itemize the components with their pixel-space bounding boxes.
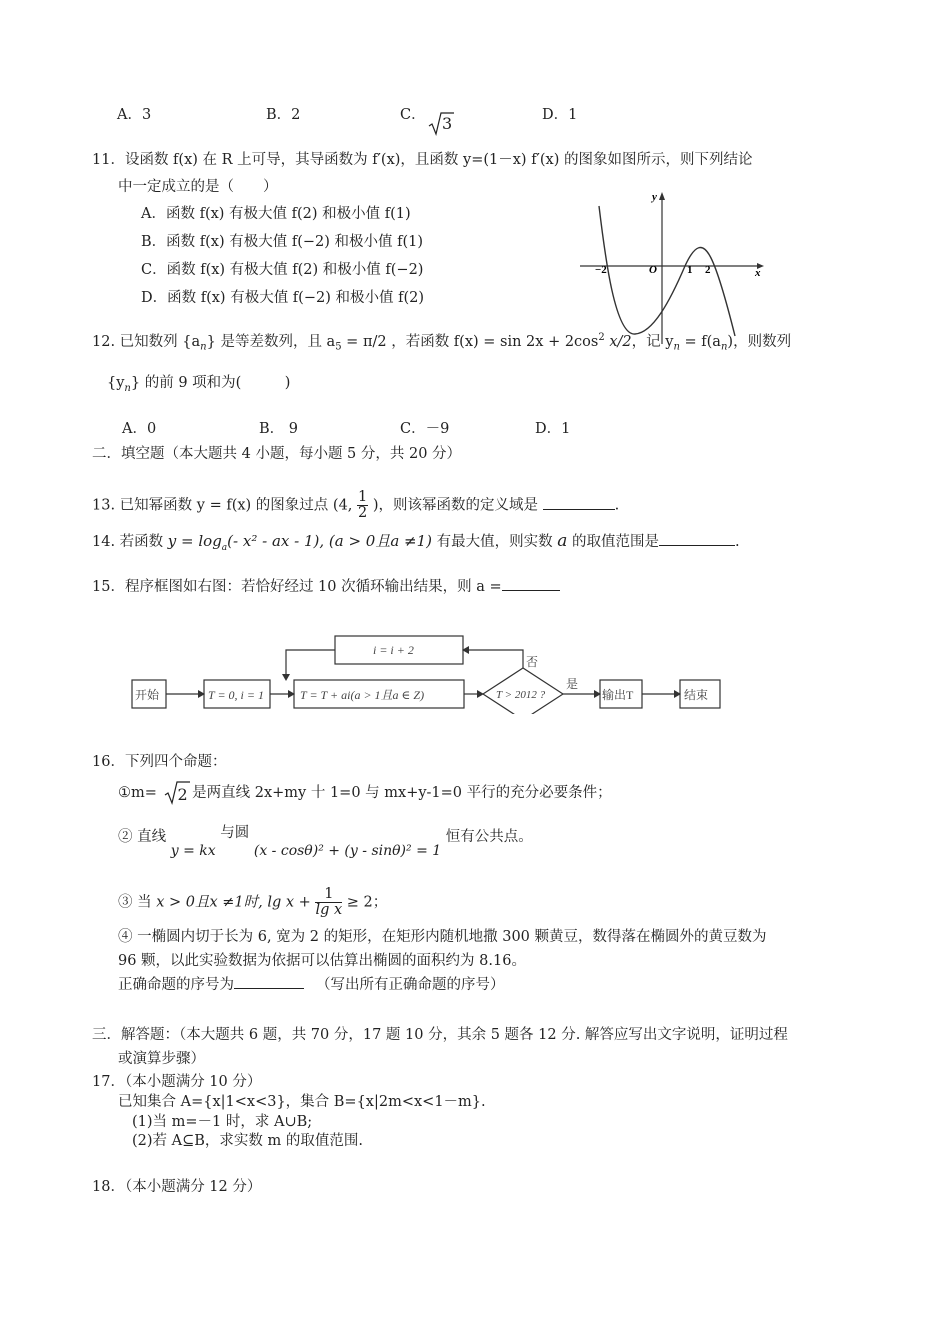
flow-start-label: 开始	[135, 688, 160, 702]
q10-option-d: D．1	[542, 107, 578, 123]
graph-x-label: x	[755, 267, 761, 279]
q10-option-c: C．	[400, 107, 426, 123]
q17-line1: 已知集合 A={x|1<x<3}，集合 B={x|2m<x<1－m}.	[118, 1094, 486, 1110]
flow-yes-label: 是	[566, 677, 579, 691]
graph-origin-label: O	[649, 264, 657, 276]
q16-proposition-2: ② 直线 y = kx 与圆 (x - cosθ)² + (y - sinθ)² = 1 恒有公共点。	[118, 825, 533, 859]
q11-option-c: C．函数 f(x) 有极大值 f(2) 和极小值 f(−2)	[141, 262, 424, 278]
q16-title: 16．下列四个命题：	[92, 754, 227, 770]
section2-heading: 二．填空题（本大题共 4 小题，每小题 5 分，共 20 分）	[92, 446, 462, 462]
graph-y-label: y	[652, 191, 657, 203]
q11-stem-line1: 11．设函数 f(x) 在 R 上可导，其导函数为 f′(x)，且函数 y=(1－x) f′(x) 的图象如图所示，则下列结论	[92, 152, 753, 168]
flow-condition-label: T > 2012 ?	[496, 689, 546, 701]
graph-tick-1: 1	[687, 264, 693, 276]
q16-proposition-4-line1: ④ 一椭圆内切于长为 6, 宽为 2 的矩形，在矩形内随机地撒 300 颗黄豆，数得落在椭圆外的黄豆数为	[118, 929, 767, 945]
flow-output-label: 输出T	[602, 688, 634, 702]
q16-sqrt2: 2	[162, 779, 188, 797]
q14-answer-blank[interactable]	[659, 545, 735, 546]
q12-option-c: C．－9	[400, 421, 450, 437]
flow-end-label: 结束	[684, 688, 709, 702]
flow-loop-label: i = i + 2	[373, 643, 414, 657]
q11-graph	[575, 186, 770, 346]
q12-option-b: B． 9	[259, 421, 298, 437]
q11-option-d: D．函数 f(x) 有极大值 f(−2) 和极小值 f(2)	[141, 290, 424, 306]
q16-answer: 正确命题的序号为 （写出所有正确命题的序号）	[118, 977, 505, 993]
q11-option-a: A．函数 f(x) 有极大值 f(2) 和极小值 f(1)	[141, 206, 411, 222]
q10-option-b: B．2	[266, 107, 301, 123]
graph-tick-2: 2	[705, 264, 711, 276]
q11-option-b: B．函数 f(x) 有极大值 f(−2) 和极小值 f(1)	[141, 234, 424, 250]
q17-line3: (2)若 A⊆B，求实数 m 的取值范围.	[132, 1133, 364, 1149]
q17-line2: (1)当 m=－1 时，求 A∪B;	[132, 1114, 313, 1130]
section3-heading-line1: 三．解答题：（本大题共 6 题，共 70 分，17 题 10 分，其余 5 题各 12 分. 解答应写出文字说明，证明过程	[92, 1027, 788, 1043]
q16-answer-blank[interactable]	[234, 988, 304, 989]
q17-title: 17．（本小题满分 10 分）	[92, 1074, 262, 1090]
q13: 13. 已知幂函数 y = f(x) 的图象过点 (4, $\frac{1}{2}$ )，则该幂函数的定义域是 .	[92, 489, 620, 522]
q15-stem: 15．程序框图如右图：若恰好经过 10 次循环输出结果，则 a =	[92, 578, 560, 596]
q16-fraction: $\frac{1}{\text{lg x}}$	[315, 886, 343, 919]
flow-init-label: T = 0, i = 1	[208, 688, 264, 702]
q12-option-a: A．0	[122, 421, 157, 437]
q13-fraction: $\frac{1}{2}$	[358, 489, 368, 522]
q15-flowchart	[128, 634, 728, 714]
q13-answer-blank[interactable]	[543, 509, 615, 510]
flow-update-label: T = T + ai(a > 1且a ∈ Z)	[300, 688, 425, 702]
graph-curve	[599, 206, 735, 336]
q10-sqrt3: 3	[428, 112, 438, 132]
q12-stem: 12. 已知数列 $\{a_n\}$ 是等差数列，且 $a_5 = \pi/2$ ，若函数 $f(x) = \sin 2x + 2\cos^2$ x/2，记 $y_n = f(a_n)$，则数列	[92, 332, 792, 353]
q12-line2: $\{y_n\}$ 的前 9 项和为( )	[107, 375, 291, 394]
section3-heading-line2: 或演算步骤）	[118, 1051, 205, 1067]
q14: 14. 若函数 $y = \log_a(-$ x² - ax - 1), (a > 0且a ≠1) 有最大值，则实数 a 的取值范围是 .	[92, 531, 740, 553]
q10-option-a: A．3	[117, 107, 152, 123]
q18-title: 18．（本小题满分 12 分）	[92, 1179, 262, 1195]
graph-tick-neg2: −2	[595, 264, 607, 276]
q16-proposition-1: ①m= 2 是两直线 2x+my 十 1=0 与 mx+y-1=0 平行的充分必要条件；	[118, 779, 612, 802]
q16-proposition-3: ③ 当 x > 0且x ≠1时, lg x + $\frac{1}{\text{lg x}}$ ≥ 2；	[118, 886, 388, 919]
q11-stem-line2: 中一定成立的是（ ）	[118, 179, 278, 195]
q12-option-d: D．1	[535, 421, 571, 437]
q16-proposition-4-line2: 96 颗，以此实验数据为依据可以估算出椭圆的面积约为 8.16。	[118, 953, 526, 969]
q15-answer-blank[interactable]	[502, 590, 560, 591]
flow-no-label: 否	[526, 655, 539, 669]
